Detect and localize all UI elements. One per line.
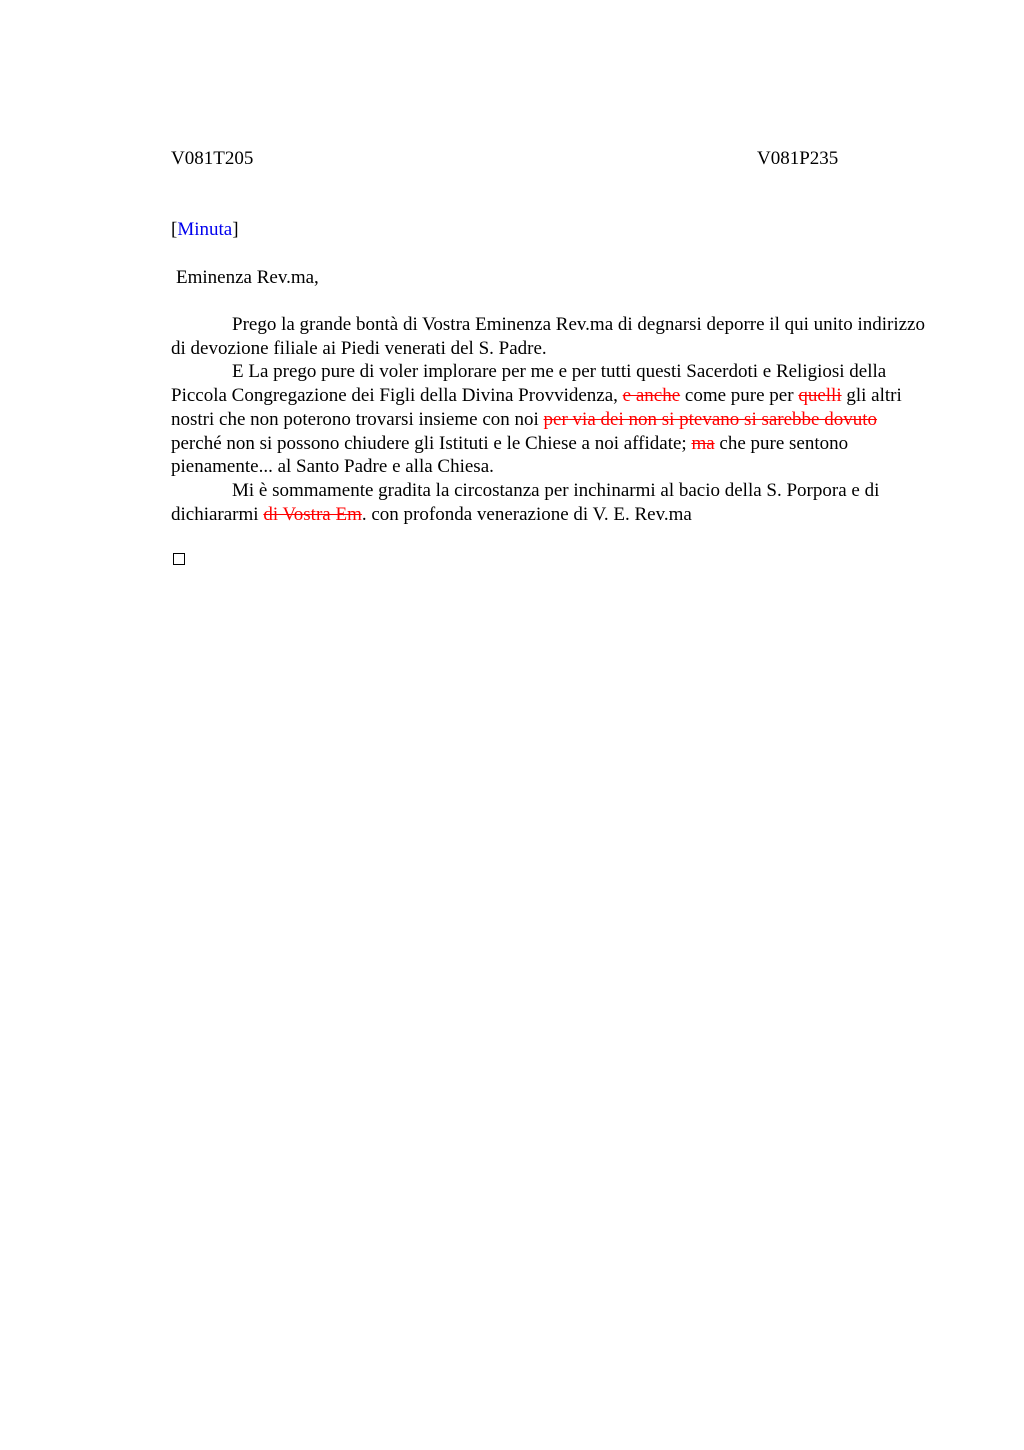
document-code-left: V081T205 [171, 148, 254, 169]
open-bracket: [ [171, 219, 178, 240]
minuta-line [171, 218, 239, 242]
deleted-text: ma [691, 432, 715, 454]
paragraph-3 [171, 479, 931, 526]
minuta-label: Minuta [177, 219, 233, 240]
paragraph-text: perché non si possono chiudere gli Istituti e le Chiese a noi affidate; [171, 432, 692, 454]
deleted-text: per via dei non si ptevano si sarebbe dovuto [543, 408, 878, 430]
paragraph-2 [171, 360, 931, 479]
document-code-right: V081P235 [757, 148, 839, 169]
salutation: Eminenza Rev.ma, [176, 267, 319, 288]
paragraph-1 [171, 313, 931, 360]
paragraph-text: . con profonda venerazione di V. E. Rev.ma [361, 503, 692, 525]
deleted-text: di Vostra Em [263, 503, 362, 525]
paragraph-text: che pure sentono pienamente... al Santo Padre e alla Chiesa. [171, 432, 849, 478]
letter-body [171, 313, 931, 526]
paragraph-text: gli altri nostri che non poterono trovarsi insieme con noi [171, 385, 902, 430]
paragraph-text: come pure per [680, 385, 799, 407]
close-bracket: ] [232, 219, 239, 240]
checkbox-square[interactable] [173, 553, 185, 565]
paragraph-text: E La prego pure di voler implorare per me e per tutti questi Sacerdoti e Religiosi della Piccola Congregazione dei Figli della Divina Provvidenza, [171, 361, 887, 407]
deleted-text: e anche [622, 385, 681, 407]
deleted-text: quelli [798, 385, 842, 407]
paragraph-text: Mi è sommamente gradita la circostanza per inchinarmi al bacio della S. Porpora e di dichiararmi [171, 479, 880, 525]
paragraph-text: Prego la grande bontà di Vostra Eminenza Rev.ma di degnarsi deporre il qui unito indirizzo di devozione filiale ai Piedi venerati del S. Padre. [171, 314, 925, 359]
